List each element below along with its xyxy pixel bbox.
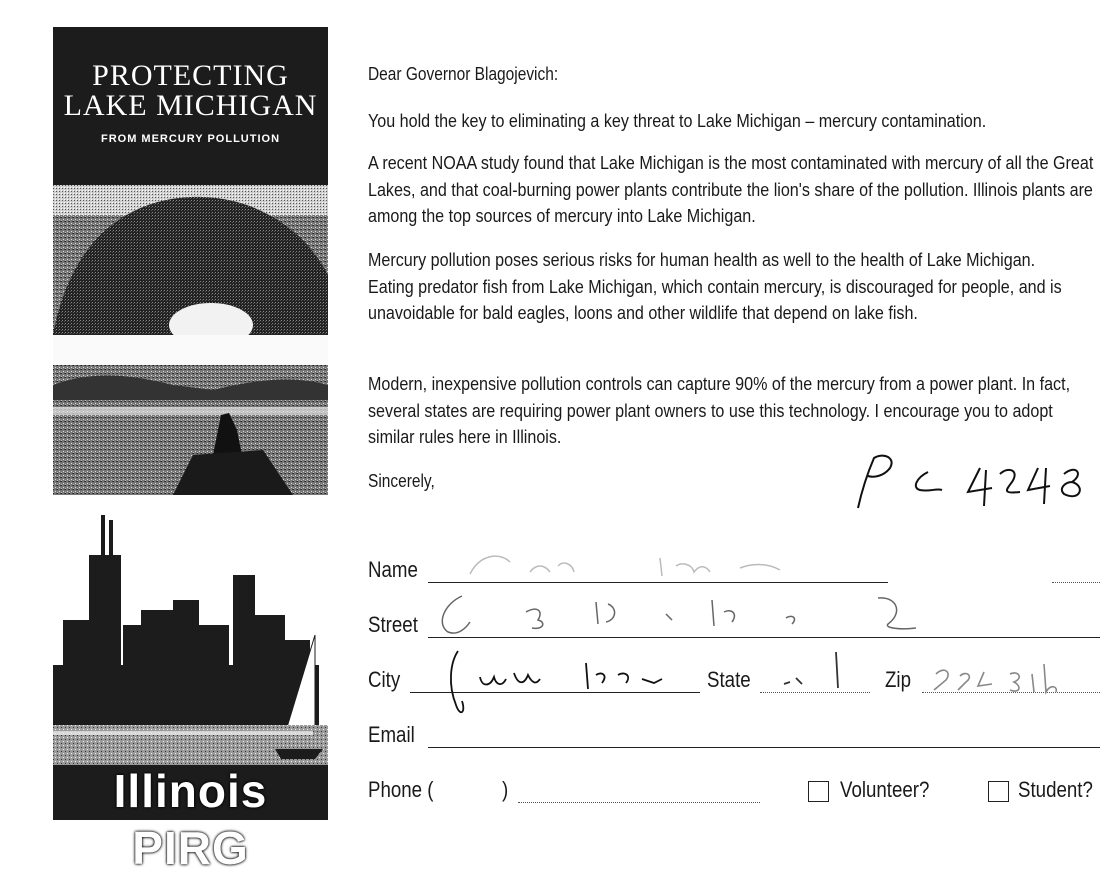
phone-area-close: ) (502, 777, 509, 802)
student-label: Student? (1018, 777, 1093, 802)
handwritten-city (436, 645, 696, 725)
handwritten-state (780, 648, 860, 698)
zip-label: Zip (885, 667, 911, 692)
name-label: Name (368, 557, 418, 582)
volunteer-label: Volunteer? (840, 777, 930, 802)
letter-closing: Sincerely, (368, 471, 435, 491)
brochure-subtitle: FROM MERCURY POLLUTION (100, 133, 281, 145)
street-label: Street (368, 612, 418, 637)
brochure-title-line1: PROTECTING (92, 59, 289, 92)
handwritten-name (440, 544, 820, 584)
volunteer-checkbox[interactable] (808, 781, 829, 802)
student-checkbox[interactable] (988, 781, 1009, 802)
letter-paragraph-2: A recent NOAA study found that Lake Michigan is the most contaminated with mercury of all the Great Lakes, and that coal-burning power plants contribute the lion's share of the pollution. Illinois plants are among the top sources of mercury into Lake Michigan. (368, 153, 1094, 226)
handwritten-pc-annotation (850, 450, 1090, 520)
lake-sunset-photo (53, 185, 328, 495)
letter-paragraph-4: Modern, inexpensive pollution controls can capture 90% of the mercury from a power plant. In fact, several states are requiring power plant owners to use this technology. I encourage you to adopt similar rules here in Illinois. (368, 374, 1071, 447)
letter-paragraph-1: You hold the key to eliminating a key threat to Lake Michigan – mercury contamination. (368, 111, 987, 131)
letter-salutation: Dear Governor Blagojevich: (368, 64, 559, 84)
illinois-pirg-logo (53, 515, 328, 874)
state-label: State (707, 667, 751, 692)
name-field-end (1052, 582, 1100, 583)
email-label: Email (368, 722, 415, 747)
brochure-header (53, 27, 328, 185)
illinois-pirg-wordmark: Illinois PIRG (113, 765, 268, 874)
phone-label: Phone ( (368, 777, 434, 802)
phone-field[interactable] (518, 802, 760, 803)
handwritten-street (426, 588, 946, 650)
handwritten-zip (930, 660, 1070, 700)
city-label: City (368, 667, 401, 692)
letter-paragraph-3: Mercury pollution poses serious risks for human health as well to the health of Lake Michigan. Eating predator fish from Lake Michigan, which contain mercury, is discouraged for people, and is unavoidable for bald eagles, loons and other wildlife that depend on lake fish. (368, 250, 1062, 323)
brochure-title-line2: LAKE MICHIGAN (63, 89, 318, 122)
email-field[interactable] (428, 747, 1100, 748)
brochure-cover (53, 27, 328, 495)
